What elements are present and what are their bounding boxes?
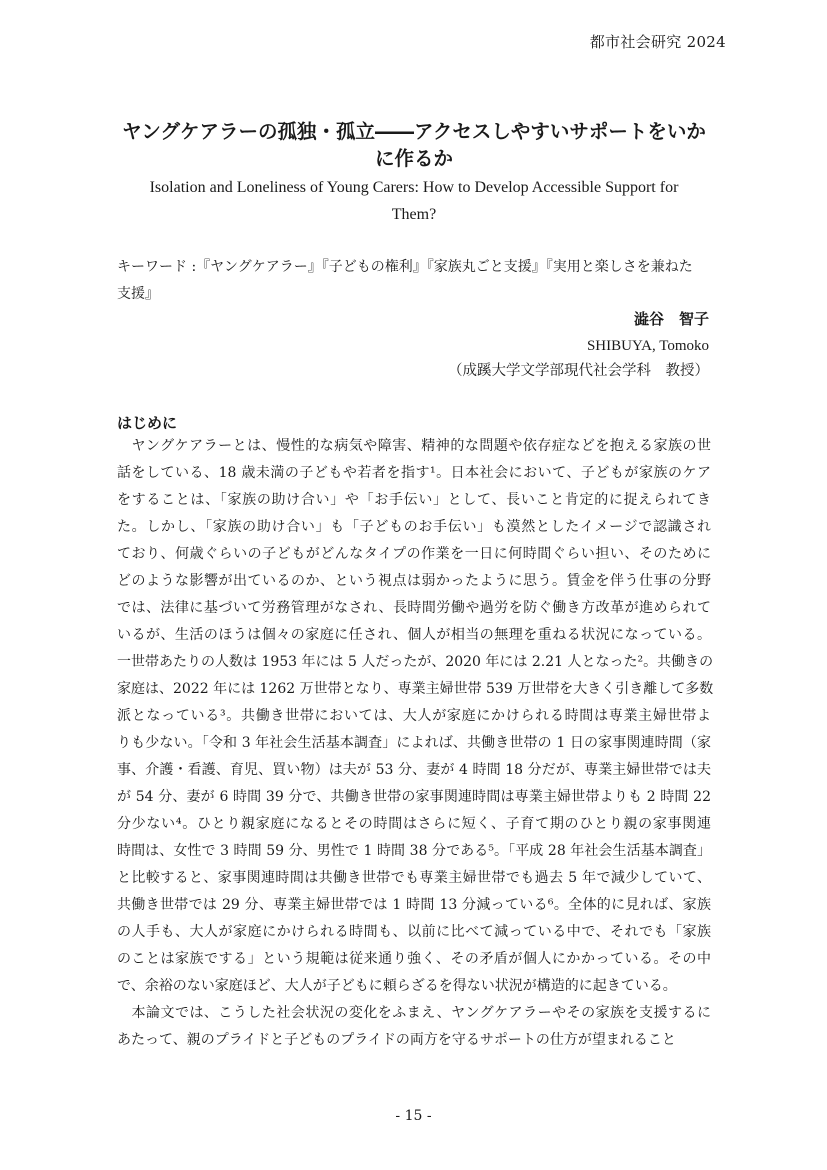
body-line: の人手も、大人が家庭にかけられる時間も、以前に比べて減っている中で、それでも「家族	[117, 924, 711, 940]
title-en-line-2: Them?	[391, 206, 437, 223]
body-line: いるが、生活のほうは個々の家庭に任され、個人が相当の無理を重ねる状況になっている。	[117, 627, 711, 643]
title-ja	[117, 118, 711, 172]
body-line: 派となっている³。共働き世帯においては、大人が家庭にかけられる時間は専業主婦世帯よ	[117, 708, 711, 724]
keywords-line-2: 支援』	[117, 286, 159, 302]
section-heading: はじめに	[117, 414, 178, 432]
title-ja-line-1: ヤングケアラーの孤独・孤立――アクセスしやすいサポートをいか	[122, 120, 706, 143]
body-line: 本論文では、こうした社会状況の変化をふまえ、ヤングケアラーやその家族を支援するに	[117, 1005, 711, 1021]
body-line: ヤングケアラーとは、慢性的な病気や障害、精神的な問題や依存症などを抱える家族の世	[117, 438, 711, 454]
journal-header: 都市社会研究 2024	[589, 33, 726, 51]
author-name-ja: 澁谷 智子	[633, 310, 709, 328]
body-line: のことは家族でする」という規範は従来通り強く、その矛盾が個人にかかっている。その中	[117, 951, 711, 967]
title-en-line-1: Isolation and Loneliness of Young Carers: How to Develop Accessible Support for	[149, 179, 679, 196]
body-line: が 54 分、妻が 6 時間 39 分で、共働き世帯の家事関連時間は専業主婦世帯よりも 2 時間 22	[117, 789, 711, 805]
body-line: 話をしている、18 歳未満の子どもや若者を指す¹。日本社会において、子どもが家族のケア	[117, 465, 711, 481]
keywords-line-1: キーワード :『ヤングケアラー』『子どもの権利』『家族丸ごと支援』『実用と楽しさを兼ねた	[117, 259, 693, 275]
title-en	[117, 174, 711, 228]
title-ja-line-2: に作るか	[374, 147, 453, 170]
body-line: では、法律に基づいて労務管理がなされ、長時間労働や過労を防ぐ働き方改革が進められて	[117, 600, 711, 616]
keywords	[117, 254, 711, 308]
body-line: 家庭は、2022 年には 1262 万世帯となり、専業主婦世帯 539 万世帯を大きく引き離して多数	[117, 681, 714, 697]
body-line: ており、何歳ぐらいの子どもがどんなタイプの作業を一日に何時間ぐらい担い、そのために	[117, 546, 711, 562]
body-text	[117, 433, 714, 1054]
body-line: で、余裕のない家庭ほど、大人が子どもに頼らざるを得ない状況が構造的に起きている。	[117, 978, 677, 994]
body-line: どのような影響が出ているのか、という視点は弱かったように思う。賃金を伴う仕事の分野	[117, 573, 711, 589]
body-line: 事、介護・看護、育児、買い物）は夫が 53 分、妻が 4 時間 18 分だが、専業主婦世帯では夫	[117, 762, 711, 778]
body-line: あたって、親のプライドと子どものプライドの両方を守るサポートの仕方が望まれること	[117, 1032, 676, 1048]
body-line: 共働き世帯では 29 分、専業主婦世帯では 1 時間 13 分減っている⁶。全体的に見れば、家族	[117, 897, 711, 913]
body-line: と比較すると、家事関連時間は共働き世帯でも専業主婦世帯でも過去 5 年で減少していて、	[117, 870, 711, 886]
body-line: 一世帯あたりの人数は 1953 年には 5 人だったが、2020 年には 2.21 人となった²。共働きの	[117, 654, 714, 670]
body-line: 時間は、女性で 3 時間 59 分、男性で 1 時間 38 分である⁵。「平成 28 年社会生活基本調査」	[117, 843, 711, 859]
body-line: りも少ない。「令和 3 年社会生活基本調査」によれば、共働き世帯の 1 日の家事関連時間（家	[117, 735, 711, 751]
author-affiliation: （成蹊大学文学部現代社会学科 教授）	[448, 363, 709, 379]
author-name-en: SHIBUYA, Tomoko	[586, 338, 709, 354]
page-number: ‐ 15 ‐	[395, 1108, 432, 1124]
body-line: 分少ない⁴。ひとり親家庭になるとその時間はさらに短く、子育て期のひとり親の家事関連	[117, 816, 711, 832]
body-line: をすることは、「家族の助け合い」や「お手伝い」として、長いこと肯定的に捉えられてき	[117, 492, 711, 508]
body-line: た。しかし、「家族の助け合い」も「子どものお手伝い」も漠然としたイメージで認識され	[117, 519, 711, 535]
